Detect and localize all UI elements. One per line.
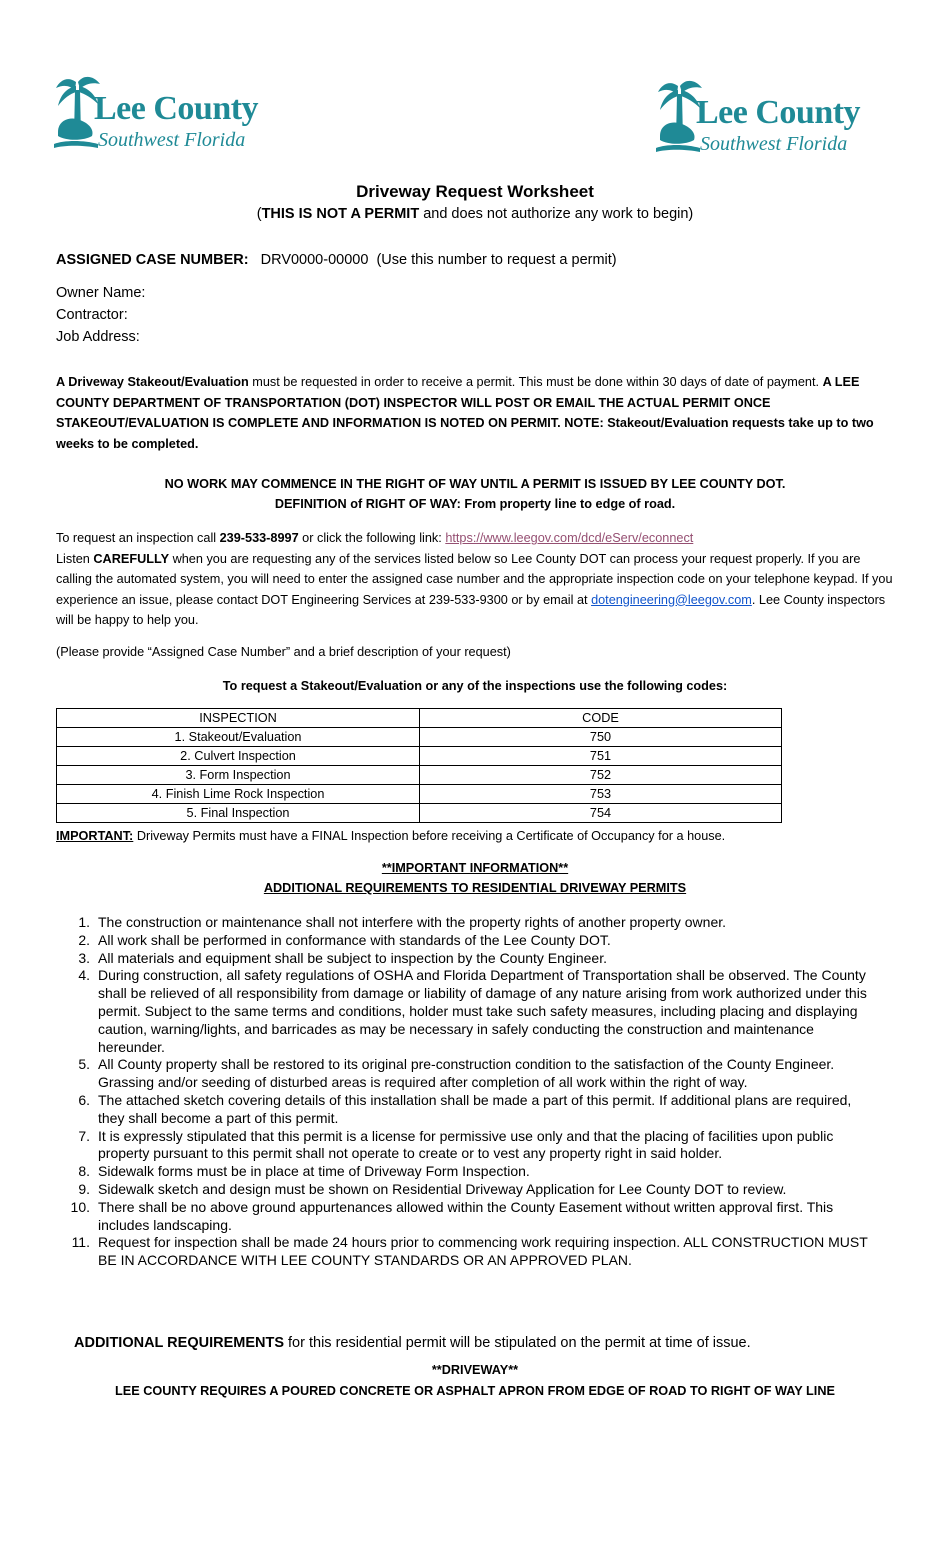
request-inspection-paragraph: To request an inspection call 239-533-8997 or click the following link: https://www.leegov.com/dcd/eServ/econnect Listen CAREFULLY when you are requesting any of the services listed below so Lee County DOT can process your request properly. If you are calling the automated system, you will need to enter the assigned case number and the appropriate inspection code on your telephone keypad. If you experience an issue, please contact DOT Engineering Services at 239-533-9300 or by email at dotengineering@leegov.com. Lee County inspectors will be happy to help you. [56,531,893,627]
phone-number: 239-533-8997 [219,531,299,545]
inspection-codes-table [56,708,782,823]
list-item: 4. During construction, all safety regulations of OSHA and Florida Department of Transportation shall be observed. The County shall be relieved of all responsibility from damage or liability of damage of any nature arising from work authorized under this permit. Subject to the same terms and conditions, holder must take such safety measures, including placing and displaying caution, warning/lights, and barricades as may be necessary in safely conducting the construction and maintenance hereunder. [78,967,867,1055]
case-number-label: ASSIGNED CASE NUMBER: [56,252,249,268]
list-item: 8. Sidewalk forms must be in place at time of Driveway Form Inspection. [78,1163,530,1180]
stakeout-paragraph: A Driveway Stakeout/Evaluation must be requested in order to receive a permit. This must be done within 30 days of date of payment. A LEE COUNTY DEPARTMENT OF TRANSPORTATION (DOT) INSPECTOR WILL POST OR EMAIL THE ACTUAL PERMIT ONCE STAKEOUT/EVALUATION IS COMPLETE AND INFORMATION IS NOTED ON PERMIT. NOTE: Stakeout/Evaluation requests take up to two weeks to be completed. [56,375,874,451]
list-item: 6. The attached sketch covering details of this installation shall be made a part of this permit. If additional plans are required, they shall become a part of this permit. [78,1091,852,1126]
additional-requirements-heading: ADDITIONAL REQUIREMENTS TO RESIDENTIAL DRIVEWAY PERMITS [263,881,687,895]
table-cell: 753 [420,785,782,804]
table-row [57,785,782,804]
table-cell: 4. Finish Lime Rock Inspection [57,785,420,804]
requirements-list [64,914,874,1270]
page-subtitle: (THIS IS NOT A PERMIT and does not authorize any work to begin) [256,206,694,222]
right-of-way-definition: DEFINITION of RIGHT OF WAY: From property line to edge of road. [274,497,676,511]
table-cell: 5. Final Inspection [57,804,420,823]
important-information-heading: **IMPORTANT INFORMATION** [381,861,569,875]
logo-subtitle: Southwest Florida [98,129,246,151]
logo-title: Lee County [94,90,259,127]
page-title: Driveway Request Worksheet [356,182,594,201]
right-of-way-notice: NO WORK MAY COMMENCE IN THE RIGHT OF WAY UNTIL A PERMIT IS ISSUED BY LEE COUNTY DOT. [164,477,786,491]
table-cell: 1. Stakeout/Evaluation [57,728,420,747]
table-row [57,766,782,785]
table-row [57,747,782,766]
contractor-label: Contractor: [56,307,128,323]
driveway-requirement: LEE COUNTY REQUIRES A POURED CONCRETE OR ASPHALT APRON FROM EDGE OF ROAD TO RIGHT OF WAY LINE [115,1384,835,1398]
list-item: 9. Sidewalk sketch and design must be shown on Residential Driveway Application for Lee County DOT to review. [78,1180,787,1197]
list-item: 5. All County property shall be restored to its original pre-construction condition to the satisfaction of the County Engineer. Grassing and/or seeding of disturbed areas is required after completion of all work within the right of way. [78,1056,835,1091]
lee-county-logo-right [656,78,871,168]
lee-county-logo-left [54,74,269,164]
case-number-note: (Use this number to request a permit) [376,252,617,268]
table-cell: 751 [420,747,782,766]
list-item: 7. It is expressly stipulated that this permit is a license for permissive use only and that the placing of facilities upon public property pursuant to this permit shall not operate to create or to vest any property right in said holder. [78,1127,834,1162]
job-address-label: Job Address: [56,329,140,345]
codes-heading: To request a Stakeout/Evaluation or any of the inspections use the following codes: [222,679,728,693]
driveway-heading: **DRIVEWAY** [431,1363,519,1377]
table-cell: 754 [420,804,782,823]
email-link[interactable]: dotengineering@leegov.com [591,592,752,607]
table-row [57,728,782,747]
additional-requirements-note: ADDITIONAL REQUIREMENTS for this residential permit will be stipulated on the permit at time of issue. [74,1335,751,1351]
provide-note: (Please provide “Assigned Case Number” and a brief description of your request) [56,645,511,659]
table-header: CODE [420,709,782,728]
table-header-row [57,709,782,728]
table-cell: 2. Culvert Inspection [57,747,420,766]
table-cell: 752 [420,766,782,785]
case-number-value: DRV0000-00000 [260,252,369,268]
list-item: 11. Request for inspection shall be made 24 hours prior to commencing work requiring inspection. ALL CONSTRUCTION MUST BE IN ACCORDANCE WITH LEE COUNTY STANDARDS OR AN APPROVED PLAN. [71,1234,868,1269]
important-note: IMPORTANT: Driveway Permits must have a FINAL Inspection before receiving a Certificate of Occupancy for a house. [56,829,726,843]
table-cell: 750 [420,728,782,747]
logo-subtitle: Southwest Florida [700,133,848,155]
list-item: 1. The construction or maintenance shall not interfere with the property rights of another property owner. [78,914,727,930]
list-item: 10. There shall be no above ground appurtenances allowed within the County Easement without written approval first. This includes landscaping. [70,1198,834,1233]
table-row [57,804,782,823]
owner-name-label: Owner Name: [56,285,146,301]
list-item: 2. All work shall be performed in conformance with standards of the Lee County DOT. [78,931,611,948]
econnect-link[interactable]: https://www.leegov.com/dcd/eServ/econnect [445,531,694,545]
case-number-line [56,252,617,268]
list-item: 3. All materials and equipment shall be subject to inspection by the County Engineer. [78,949,607,966]
table-cell: 3. Form Inspection [57,766,420,785]
logo-title: Lee County [696,94,861,131]
table-header: INSPECTION [57,709,420,728]
